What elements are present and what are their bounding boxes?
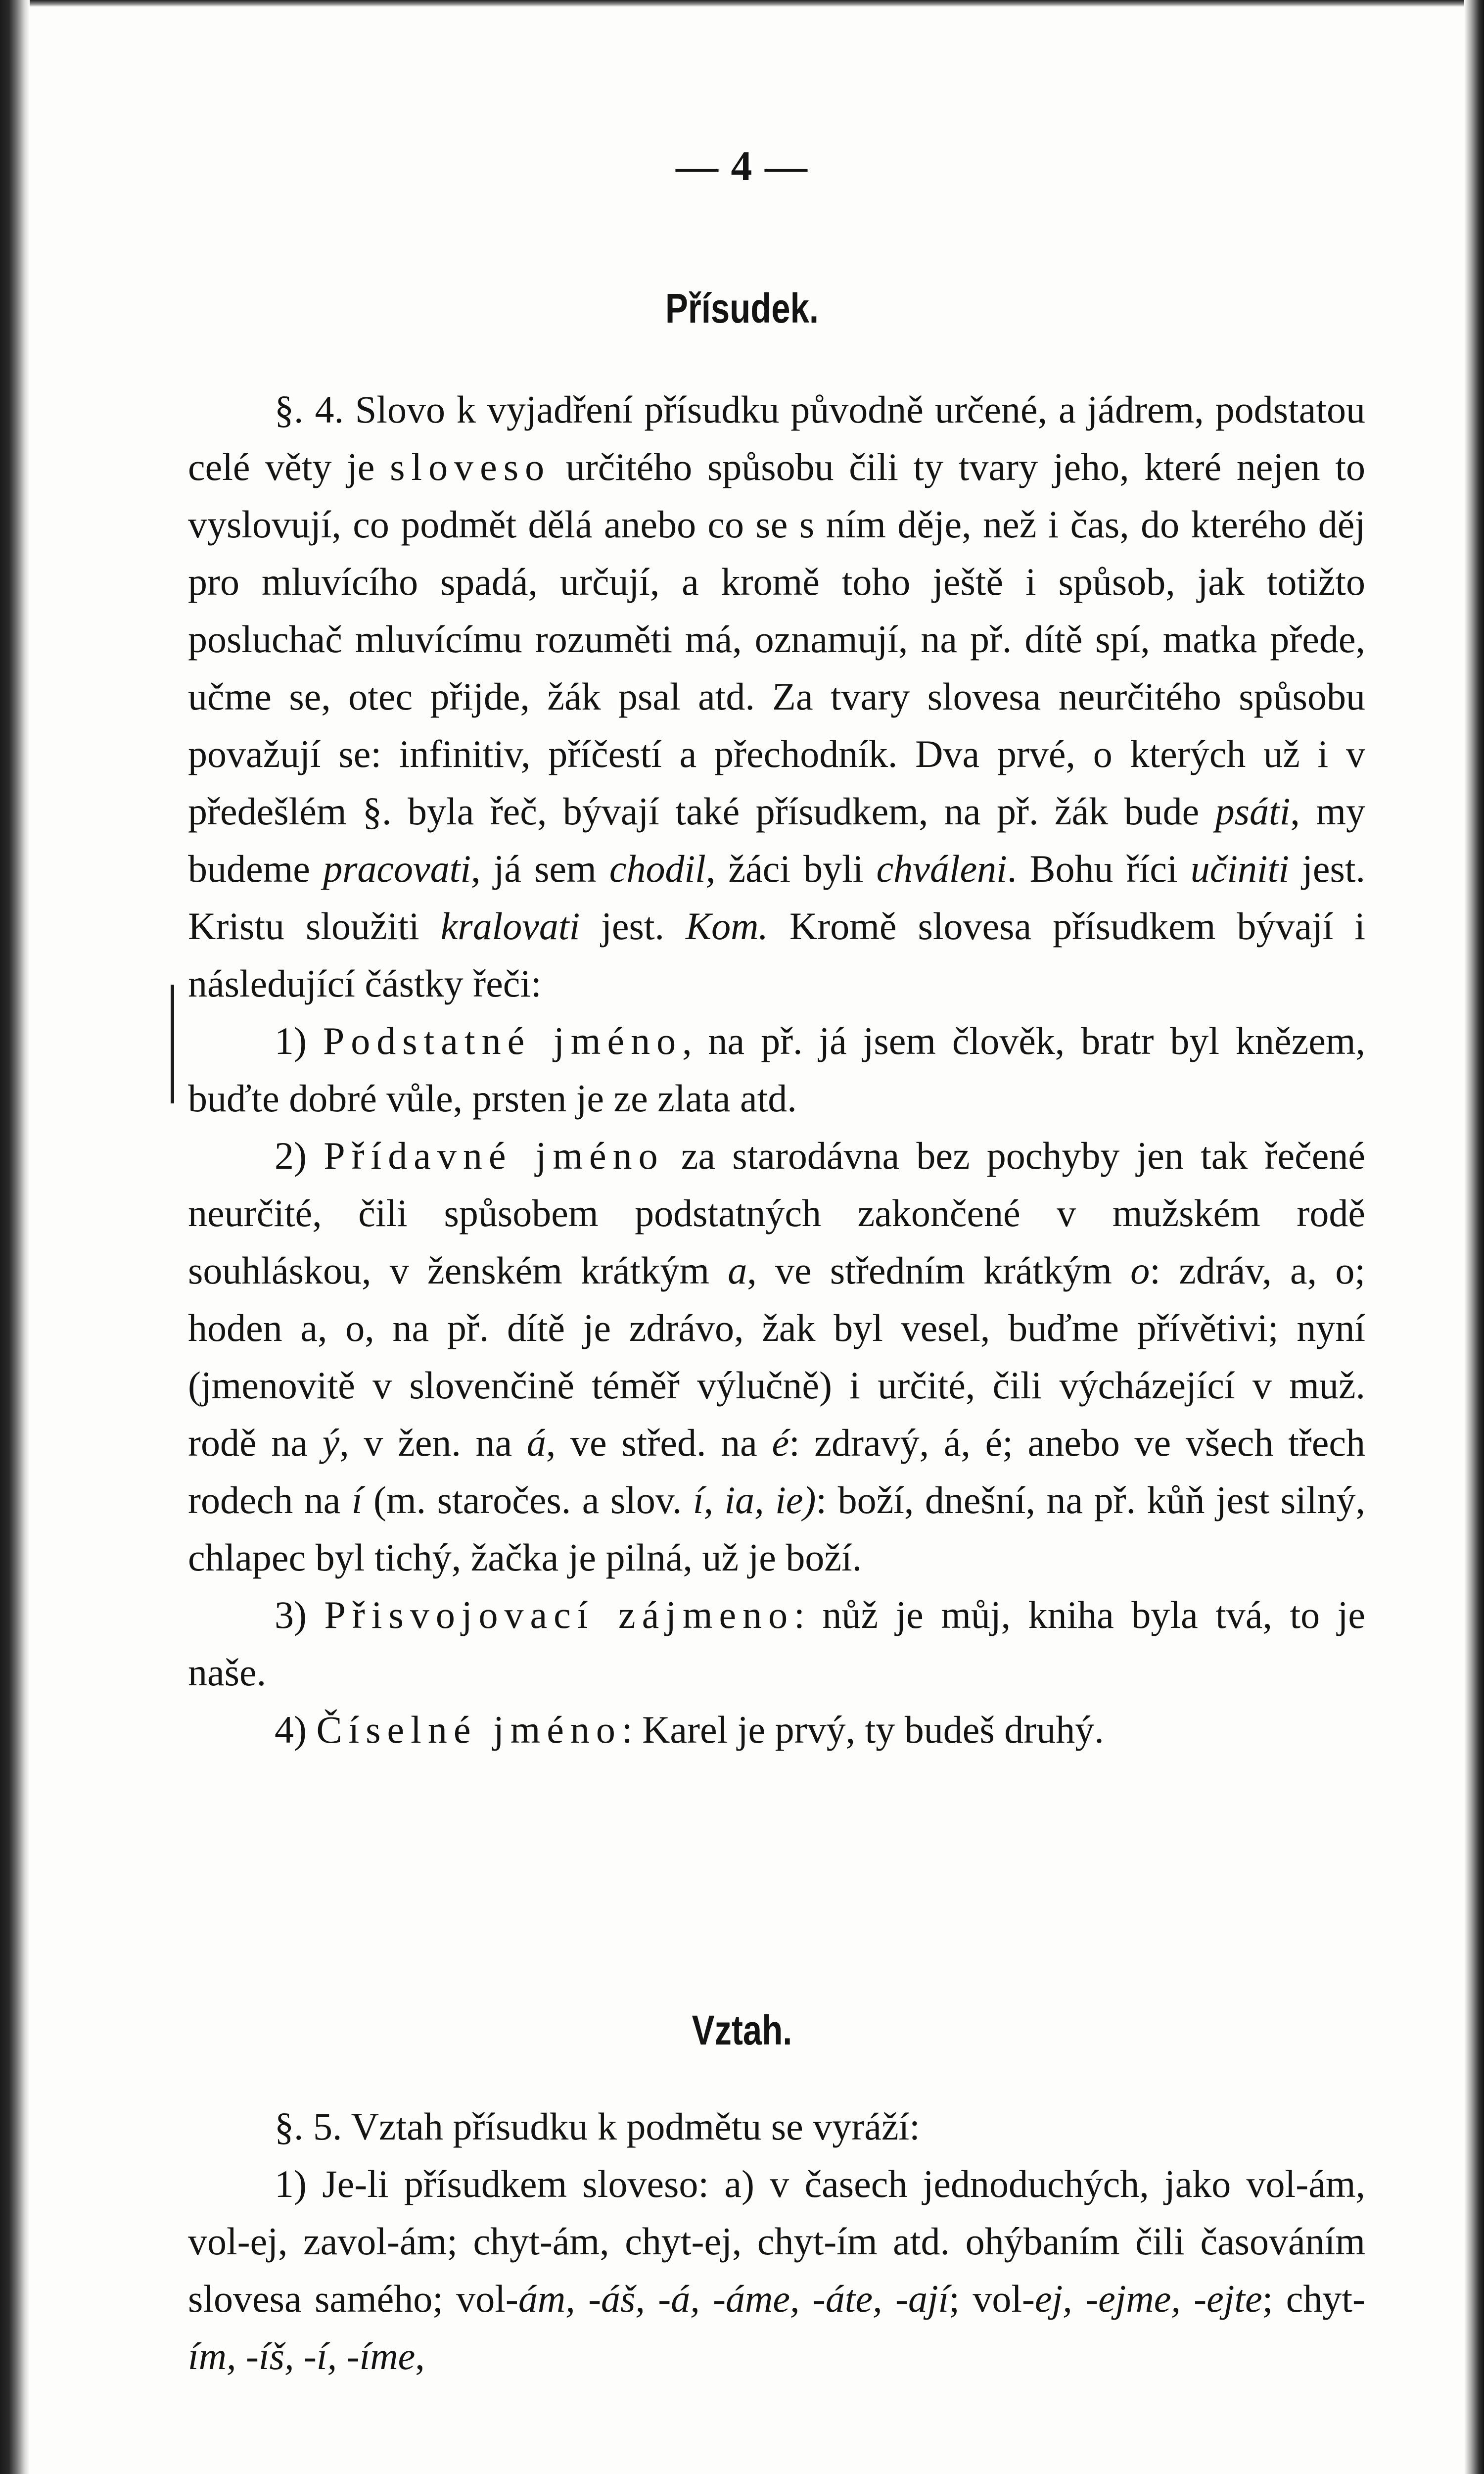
page-number: — 4 — — [676, 142, 808, 190]
italic-example: Kom. — [686, 904, 768, 948]
paragraph-4: §. 4. Slovo k vyjadření přísudku původně určené, a jádrem, podstatou celé věty je sloveso určitého spůsobu čili ty tvary jeho, které nejen to vyslovují, co podmět dělá anebo co se s ním děje, než i čas, do kterého děj pro mluvícího spadá, určují, a kromě toho ještě i spůsob, jak totižto posluchač mluvícímu rozuměti má, oznamují, na př. dítě spí, matka přede, učme se, otec přijde, žák psal atd. Za tvary slovesa neurčitého spůsobu považují se: infinitiv, příčestí a přechodník. Dva prvé, o kterých už i v předešlém §. byla řeč, bývají také přísudkem, na př. žák bude psáti, my budeme pracovati, já sem chodil, žáci byli chváleni. Bohu říci učiniti jest. Kristu sloužiti kralovati jest. Kom. Kromě slovesa přísudkem bývají i následující částky řeči: — [188, 388, 1366, 1005]
section-body-prisudek — [188, 381, 1365, 1759]
scan-border-left — [0, 0, 30, 2474]
italic-example: psáti — [1215, 790, 1291, 833]
paragraph-5: §. 5. Vztah přísudku k podmětu se vyráží: — [275, 2105, 920, 2148]
section-heading-vztah: Vztah. — [692, 2007, 792, 2053]
list-item-2: 2) Přídavné jméno za starodávna bez pochyby jen tak řečené neurčité, čili spůsobem podstatných zakončené v mužském rodě souhláskou, v ženském krátkým a, ve středním krátkým o: zdráv, a, o; hoden a, o, na př. dítě je zdrávo, žak byl vesel, buďme přívětivi; nyní (jmenovitě v slovenčině téměř výlučně) i určité, čili výcházející v muž. rodě na ý, v žen. na á, ve střed. na é: zdravý, á, é; anebo ve všech třech rodech na í (m. staročes. a slov. í, ia, ie): boží, dnešní, na př. kůň jest silný, chlapec byl tichý, žačka je pilná, už je boží. — [188, 1134, 1366, 1579]
scan-border-right — [1464, 0, 1484, 2474]
vztah-item-1: 1) Je-li přísudkem sloveso: a) v časech jednoduchých, jako vol-ám, vol-ej, zavol-ám; chyt-ám, chyt-ej, chyt-ím atd. ohýbaním čili časováním slovesa samého; vol-ám, -áš, -á, -áme, -áte, -ají; vol-ej, -ejme, -ejte; chyt-ím, -íš, -í, -íme, — [188, 2162, 1366, 2378]
section-heading-prisudek: Přísudek. — [665, 285, 819, 332]
list-item-3: 3) Přisvojovací zájmeno: nůž je můj, kniha byla tvá, to je naše. — [188, 1593, 1365, 1694]
spaced-term: Číselné jméno — [316, 1708, 622, 1751]
scan-border-top — [0, 0, 1484, 7]
spaced-term: sloveso — [390, 445, 551, 488]
italic-example: kralovati — [440, 904, 580, 948]
italic-example: chváleni — [876, 847, 1007, 890]
spaced-term: Přisvojovací zájmeno — [324, 1593, 794, 1636]
section-body-vztah — [188, 2098, 1365, 2385]
spaced-term: Přídavné jméno — [324, 1134, 664, 1177]
margin-mark — [171, 985, 174, 1103]
italic-example: chodil — [609, 847, 706, 890]
list-item-1: 1) Podstatné jméno, na př. já jsem člověk, bratr byl knězem, buďte dobré vůle, prsten je ze zlata atd. — [188, 1019, 1366, 1120]
italic-example: pracovati — [323, 847, 471, 890]
italic-example: učiniti — [1190, 847, 1290, 890]
list-item-4: 4) Číselné jméno: Karel je prvý, ty budeš druhý. — [275, 1708, 1104, 1751]
spaced-term: Podstatné jméno — [323, 1019, 683, 1062]
